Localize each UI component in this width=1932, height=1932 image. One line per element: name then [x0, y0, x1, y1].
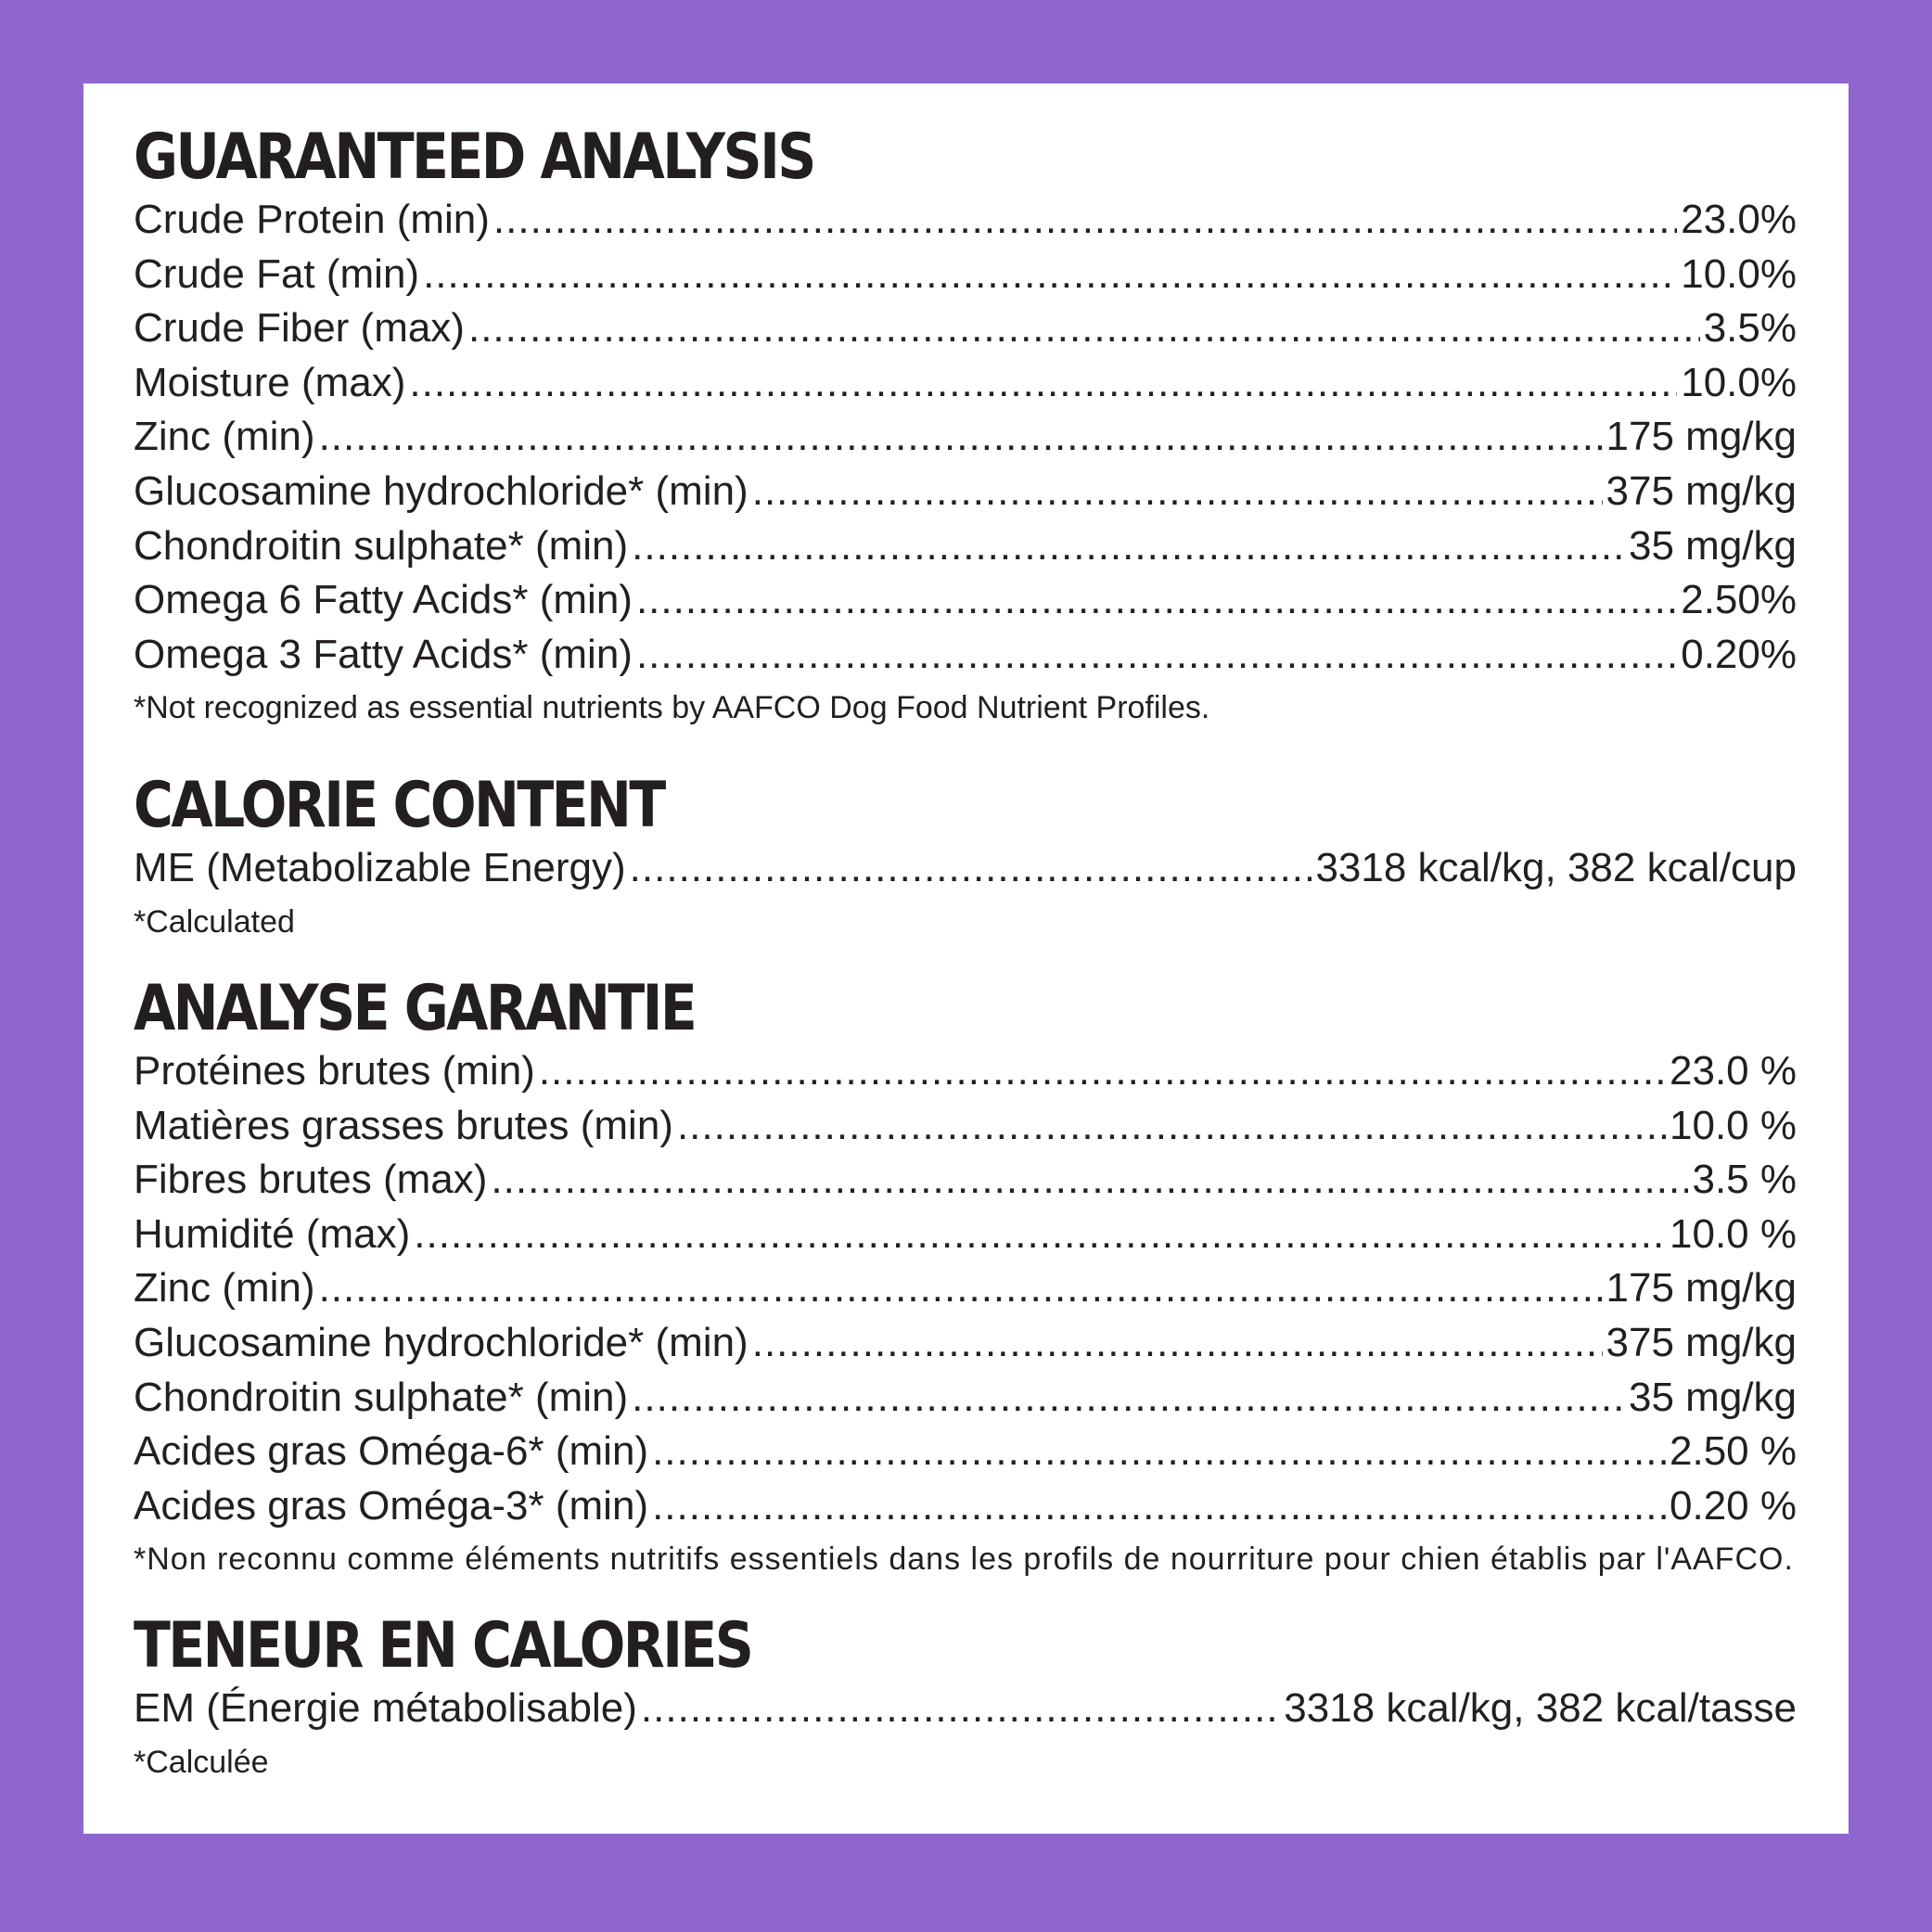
calorie-label: ME (Metabolizable Energy): [134, 845, 626, 891]
dot-leader: [468, 301, 1700, 356]
dot-leader: [539, 1044, 1666, 1099]
nutrient-row: [134, 1261, 1797, 1316]
nutrient-value: 375 mg/kg: [1606, 1319, 1797, 1365]
nutrient-label: Zinc (min): [134, 414, 315, 460]
calorie-row: [134, 841, 1797, 896]
nutrient-label: Chondroitin sulphate* (min): [134, 522, 629, 569]
calorie-value: 3318 kcal/kg, 382 kcal/tasse: [1284, 1685, 1797, 1732]
nutrient-row: [134, 193, 1797, 248]
nutrient-row: [134, 628, 1797, 683]
dot-leader: [752, 1316, 1603, 1371]
nutrient-value: 0.20%: [1681, 631, 1797, 677]
nutrient-value: 10.0 %: [1670, 1102, 1797, 1148]
nutrient-value: 3.5%: [1703, 305, 1797, 352]
nutrient-label: Glucosamine hydrochloride* (min): [134, 1319, 748, 1365]
nutrient-label: Crude Protein (min): [134, 197, 490, 242]
dot-leader: [636, 573, 1677, 628]
dot-leader: [652, 1425, 1666, 1479]
footnote-calculee: *Calculée: [134, 1744, 269, 1780]
nutrient-value: 175 mg/kg: [1606, 1265, 1797, 1311]
nutrient-label: Acides gras Oméga-6* (min): [134, 1428, 649, 1475]
nutrient-label: Crude Fat (min): [134, 250, 420, 297]
dot-leader: [677, 1099, 1666, 1154]
nutrient-row: [134, 1153, 1797, 1208]
nutrient-value: 10.0%: [1681, 359, 1797, 405]
guaranteed-analysis-list: [134, 193, 1797, 682]
nutrient-row: [134, 1425, 1797, 1479]
dot-leader: [632, 1371, 1625, 1426]
nutrient-label: Matières grasses brutes (min): [134, 1102, 673, 1148]
section-title-teneur-en-calories: TENEUR EN CALORIES: [134, 1609, 752, 1683]
dot-leader: [641, 1682, 1280, 1736]
dot-leader: [319, 1261, 1603, 1316]
nutrient-row: [134, 248, 1797, 302]
nutrient-row: [134, 1316, 1797, 1371]
dot-leader: [630, 841, 1312, 896]
dot-leader: [491, 1153, 1688, 1208]
nutrient-row: [134, 356, 1797, 411]
nutrient-value: 375 mg/kg: [1606, 467, 1797, 514]
calorie-content-list: [134, 841, 1797, 896]
nutrient-value: 35 mg/kg: [1629, 1374, 1797, 1420]
nutrient-label: Moisture (max): [134, 359, 406, 405]
section-title-calorie-content: CALORIE CONTENT: [134, 769, 664, 843]
dot-leader: [414, 1208, 1666, 1262]
nutrient-label: Omega 6 Fatty Acids* (min): [134, 577, 633, 623]
nutrient-value: 3.5 %: [1692, 1157, 1797, 1203]
nutrient-value: 23.0 %: [1670, 1047, 1797, 1094]
dot-leader: [319, 410, 1603, 465]
nutrient-value: 175 mg/kg: [1606, 414, 1797, 460]
dot-leader: [423, 248, 1677, 302]
nutrient-row: [134, 301, 1797, 356]
analyse-garantie-list: [134, 1044, 1797, 1533]
nutrient-row: [134, 1208, 1797, 1262]
dot-leader: [409, 356, 1677, 411]
nutrient-label: Fibres brutes (max): [134, 1157, 488, 1203]
nutrient-value: 23.0%: [1681, 197, 1797, 242]
nutrient-row: [134, 1044, 1797, 1099]
footnote-aafco-en: *Not recognized as essential nutrients by AAFCO Dog Food Nutrient Profiles.: [134, 690, 1210, 726]
dot-leader: [493, 193, 1677, 248]
section-title-analyse-garantie: ANALYSE GARANTIE: [134, 971, 696, 1045]
calorie-value: 3318 kcal/kg, 382 kcal/cup: [1315, 845, 1797, 891]
section-title-guaranteed-analysis: GUARANTEED ANALYSIS: [134, 121, 814, 194]
nutrient-value: 0.20 %: [1670, 1482, 1797, 1529]
teneur-en-calories-list: [134, 1682, 1797, 1736]
label-panel: [83, 83, 1849, 1834]
nutrient-row: [134, 410, 1797, 465]
nutrient-label: Zinc (min): [134, 1265, 315, 1311]
dot-leader: [636, 628, 1677, 683]
dot-leader: [652, 1479, 1666, 1534]
calorie-row: [134, 1682, 1797, 1736]
nutrient-label: Crude Fiber (max): [134, 305, 465, 352]
footnote-aafco-fr: *Non reconnu comme éléments nutritifs essentiels dans les profils de nourriture pour chien établis par l'AAFCO.: [134, 1542, 1794, 1578]
calorie-label: EM (Énergie métabolisable): [134, 1685, 637, 1732]
nutrient-label: Protéines brutes (min): [134, 1047, 535, 1094]
footnote-calculated: *Calculated: [134, 903, 295, 940]
nutrient-value: 2.50%: [1681, 577, 1797, 623]
nutrient-row: [134, 519, 1797, 574]
nutrient-value: 10.0%: [1681, 250, 1797, 297]
nutrient-label: Chondroitin sulphate* (min): [134, 1374, 629, 1420]
nutrient-label: Acides gras Oméga-3* (min): [134, 1482, 649, 1529]
nutrient-label: Glucosamine hydrochloride* (min): [134, 467, 748, 514]
nutrient-row: [134, 1099, 1797, 1154]
nutrient-row: [134, 1479, 1797, 1534]
nutrient-label: Humidité (max): [134, 1210, 411, 1257]
nutrient-value: 2.50 %: [1670, 1428, 1797, 1475]
nutrient-value: 35 mg/kg: [1629, 522, 1797, 569]
dot-leader: [632, 519, 1625, 574]
dot-leader: [752, 465, 1603, 519]
nutrient-value: 10.0 %: [1670, 1210, 1797, 1257]
nutrient-label: Omega 3 Fatty Acids* (min): [134, 631, 633, 677]
nutrient-row: [134, 573, 1797, 628]
nutrient-row: [134, 465, 1797, 519]
nutrient-row: [134, 1371, 1797, 1426]
